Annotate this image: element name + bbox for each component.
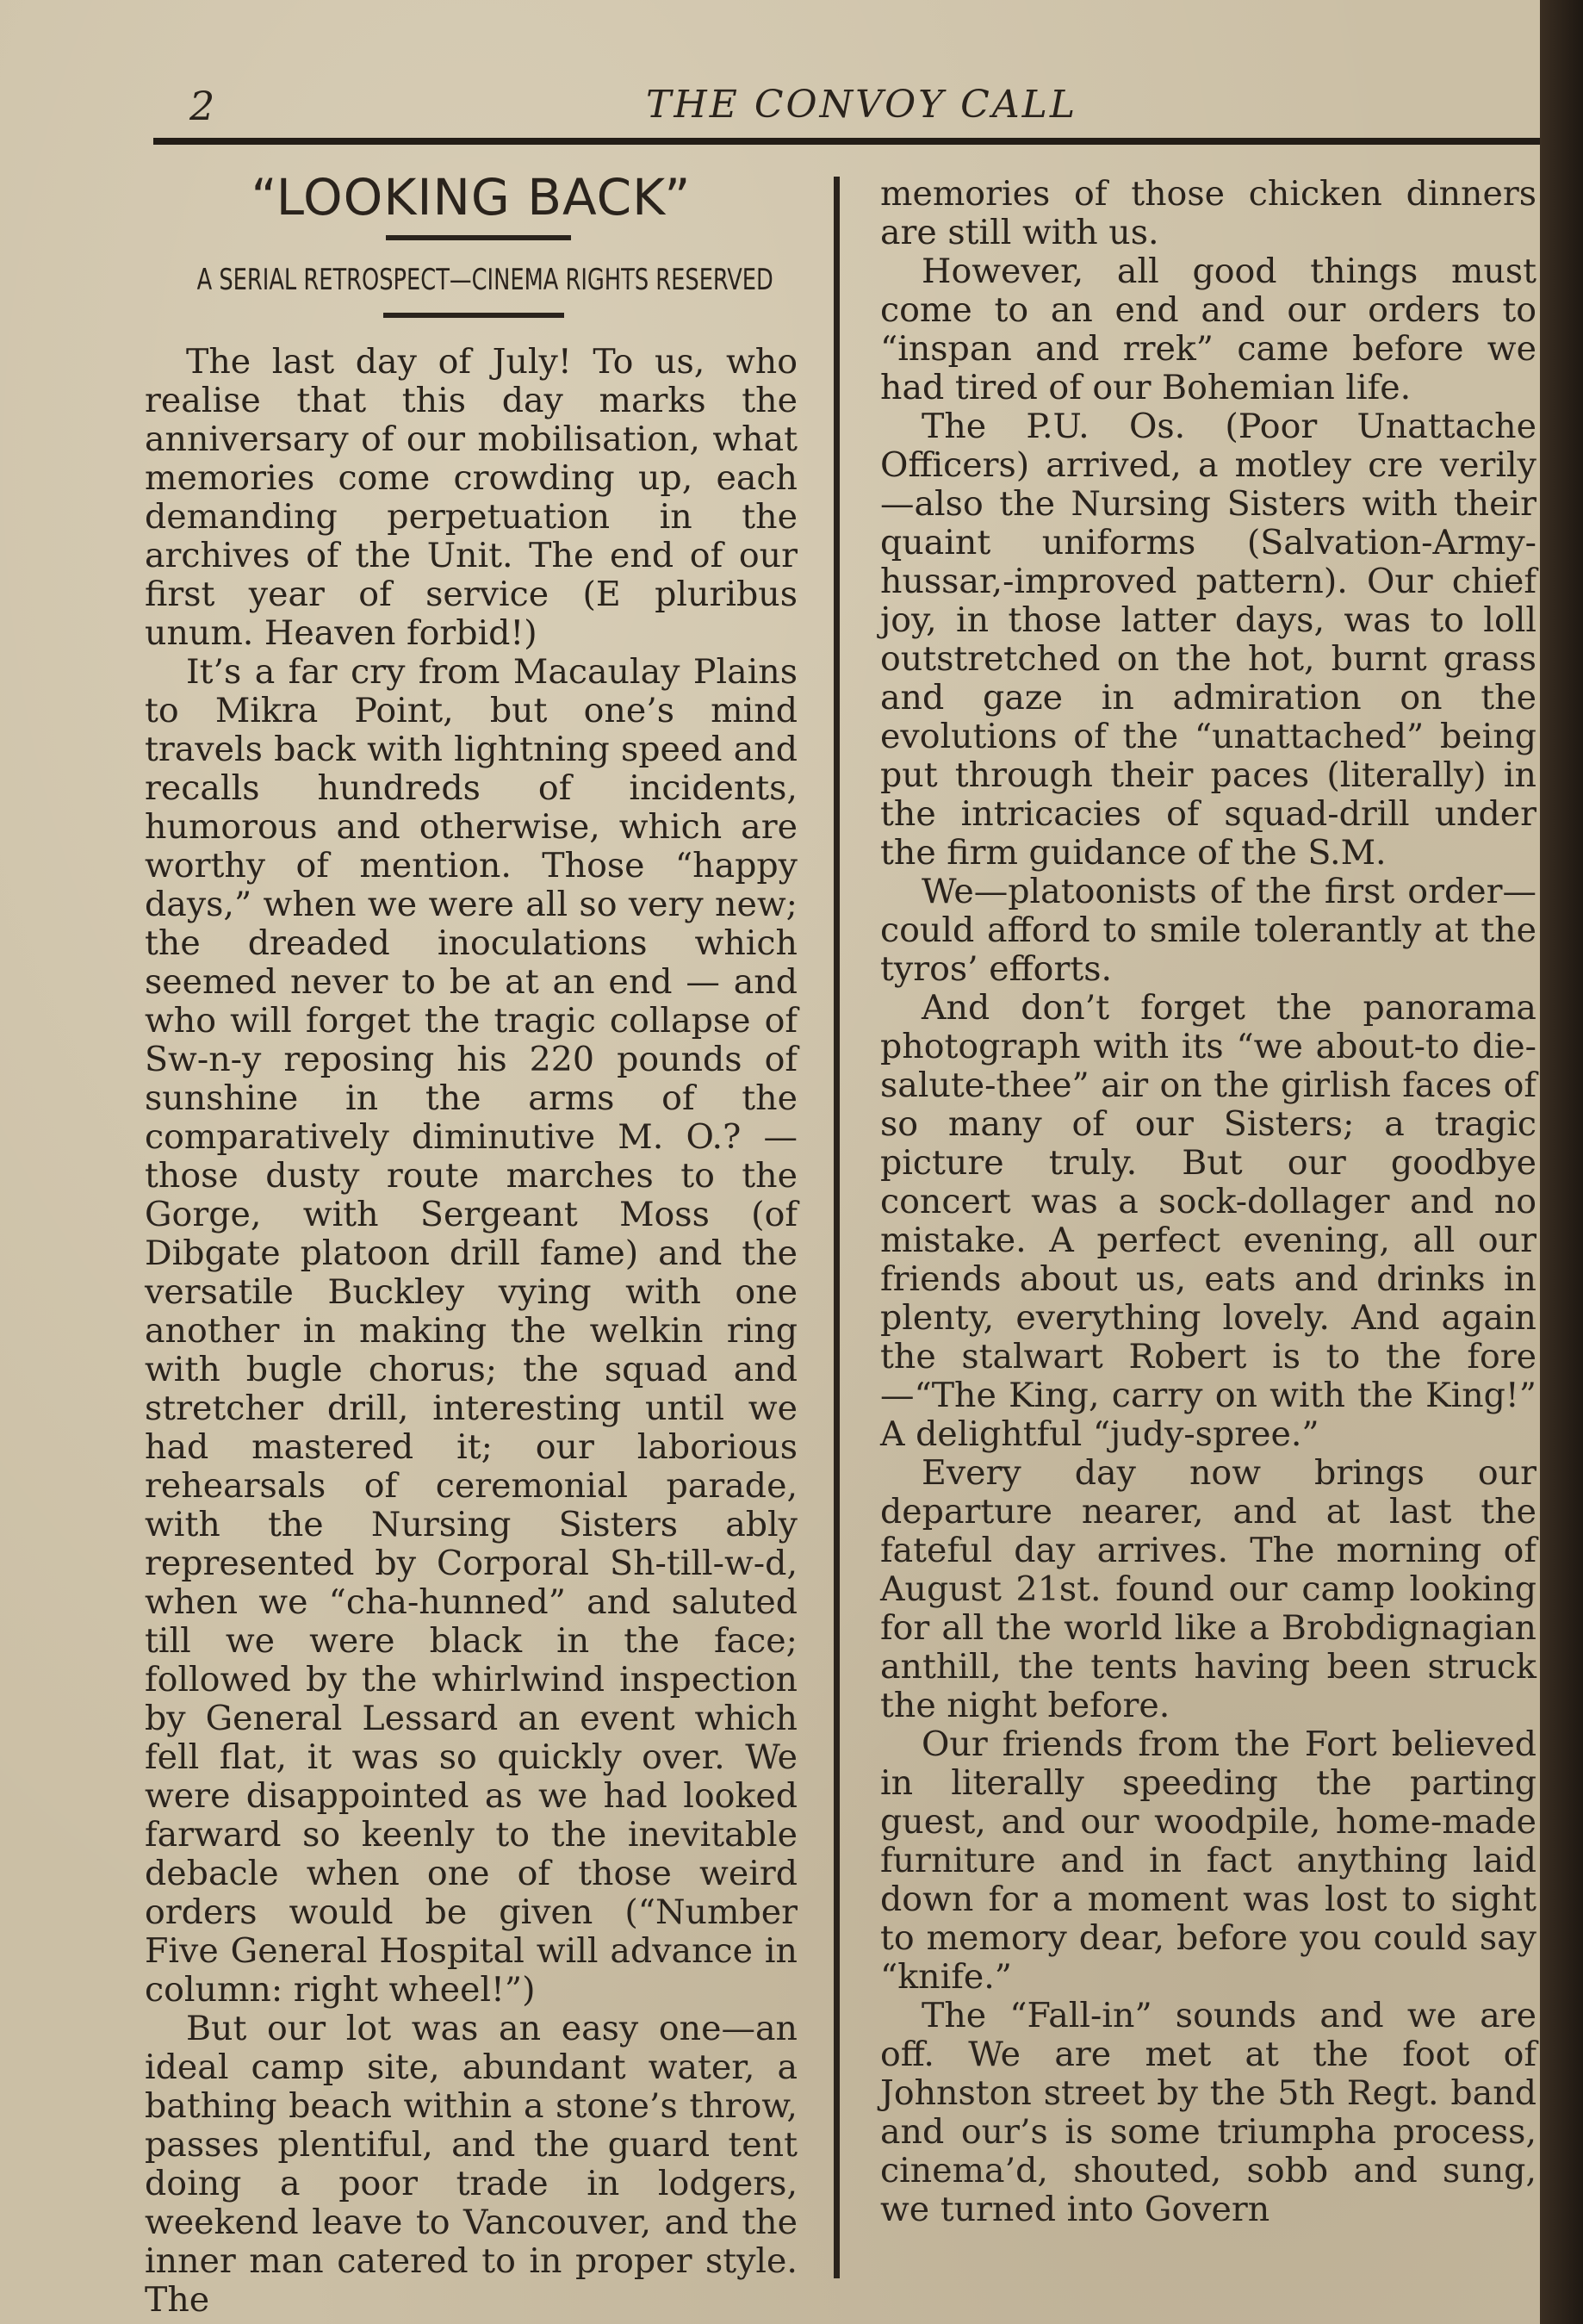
paragraph: Our friends from the Fort believed in literally speeding the parting guest, and our woodpile, home-made furniture and in fact anything laid down for a moment was lost to sight to memory dear, before you could say “knife.” [880, 1724, 1536, 1997]
paragraph: Every day now brings our departure nearer, and at last the fateful day arrives. The morning of August 21st. found our camp looking for all the world like a Brobdignagian anthill, the tents having been struck the night before. [880, 1453, 1536, 1725]
paragraph: However, all good things must come to an end and our orders to “inspan and rrek” came before we had tired of our Bohemian life. [880, 252, 1536, 407]
paragraph: The P.U. Os. (Poor Unattache Officers) arrived, a motley cre verily—also the Nursing Sisters with their quaint uniforms (Salvation-Army-hussar,-improved pattern). Our chief joy, in those latter days, was to loll outstretched on the hot, burnt grass and gaze in admiration on the evolutions of the “unattached” being put through their paces (literally) in the intricacies of squad-drill under the firm guidance of the S.M. [880, 407, 1536, 873]
binding-edge [1540, 0, 1583, 2324]
page-header [181, 79, 1542, 140]
header-rule [153, 138, 1540, 145]
right-column [880, 175, 1536, 2229]
column-rule [834, 177, 840, 2278]
paragraph: memories of those chicken dinners are still with us. [880, 174, 1536, 252]
paragraph: The “Fall-in” sounds and we are off. We are met at the foot of Johnston street by the 5th Regt. band and our’s is some triumpha process, cinema’d, shouted, sobb and sung, we turned into Govern [880, 1996, 1536, 2229]
title-rule [386, 235, 571, 240]
article-subtitle: A SERIAL RETROSPECT—CINEMA RIGHTS RESERVED [196, 263, 773, 297]
paragraph: We—platoonists of the first order—could afford to smile tolerantly at the tyros’ efforts. [880, 872, 1536, 989]
subtitle-rule [383, 313, 564, 318]
paragraph: And don’t forget the panorama photograph with its “we about-to die-salute-thee” air on the girlish faces of so many of our Sisters; a tragic picture truly. But our goodbye concert was a sock-dollager and no mistake. A perfect evening, all our friends about us, eats and drinks in plenty, everything lovely. And again the stalwart Robert is to the fore—“The King, carry on with the King!” A delightful “judy-spree.” [880, 988, 1536, 1454]
paragraph: But our lot was an easy one—an ideal camp site, abundant water, a bathing beach within a stone’s throw, passes plentiful, and the guard tent doing a poor trade in lodgers, weekend leave to Vancouver, and the inner man catered to in proper style. The [145, 2009, 798, 2320]
page-number: 2 [189, 83, 215, 129]
left-column [145, 343, 798, 2320]
article-title: “LOOKING BACK” [251, 168, 692, 227]
paragraph: The last day of July! To us, who realise that this day marks the anniversary of our mobilisation, what memories come crowding up, each demanding perpetuation in the archives of the Unit. The end of our first year of service (E pluribus unum. Heaven forbid!) [145, 342, 798, 653]
running-title: THE CONVOY CALL [646, 83, 1078, 127]
paragraph: It’s a far cry from Macaulay Plains to Mikra Point, but one’s mind travels back with lightning speed and recalls hundreds of incidents, humorous and otherwise, which are worthy of mention. Those “happy days,” when we were all so very new; the dreaded inoculations which seemed never to be at an end — and who will forget the tragic collapse of Sw-n-y reposing his 220 pounds of sunshine in the arms of the comparatively diminutive M. O.? — those dusty route marches to the Gorge, with Sergeant Moss (of Dibgate platoon drill fame) and the versatile Buckley vying with one another in making the welkin ring with bugle chorus; the squad and stretcher drill, interesting until we had mastered it; our laborious rehearsals of ceremonial parade, with the Nursing Sisters ably represented by Corporal Sh-till-w-d, when we “cha-hunned” and saluted till we were black in the face; followed by the whirlwind inspection by General Lessard an event which fell flat, it was so quickly over. We were disappointed as we had looked farward so keenly to the inevitable debacle when one of those weird orders would be given (“Number Five General Hospital will advance in column: right wheel!”) [145, 652, 798, 2010]
